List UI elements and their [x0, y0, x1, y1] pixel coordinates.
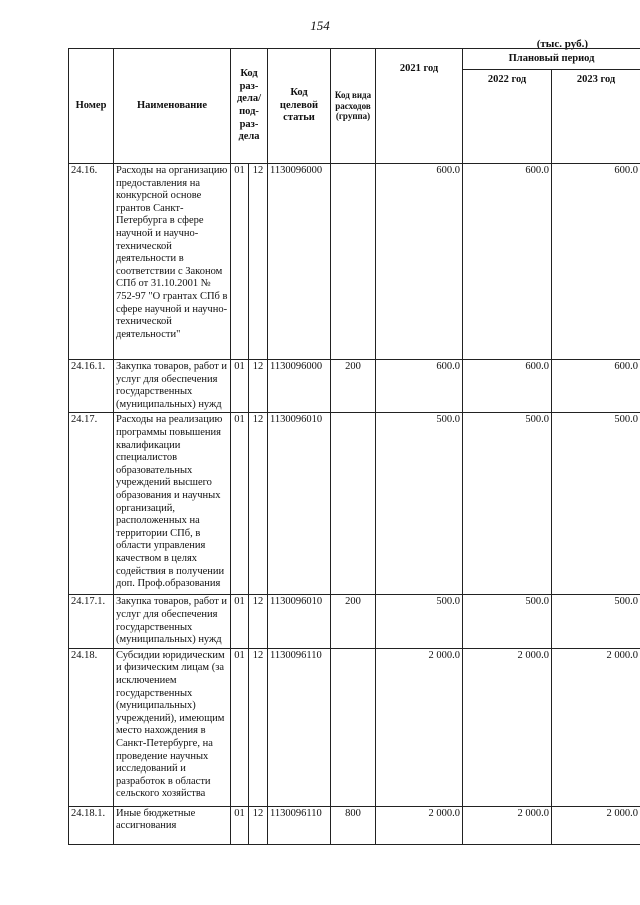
- row-name: Иные бюджетные ассигнования: [114, 806, 231, 844]
- row-value-2022: 2 000.0: [463, 806, 552, 844]
- row-target-code: 1130096110: [268, 806, 331, 844]
- row-value-2021: 600.0: [376, 360, 463, 413]
- row-value-2023: 2 000.0: [552, 806, 640, 844]
- row-target-code: 1130096110: [268, 648, 331, 806]
- row-number: 24.18.1.: [69, 806, 114, 844]
- row-value-2023: 600.0: [552, 164, 640, 360]
- row-target-code: 1130096010: [268, 413, 331, 595]
- units-label: (тыс. руб.): [536, 38, 588, 50]
- row-expense-type: 200: [331, 360, 376, 413]
- row-value-2023: 600.0: [552, 360, 640, 413]
- row-value-2021: 2 000.0: [376, 648, 463, 806]
- table-row: [69, 413, 640, 595]
- row-number: 24.18.: [69, 648, 114, 806]
- row-target-code: 1130096000: [268, 164, 331, 360]
- row-name: Расходы на реализацию программы повышения квалификации специалистов образовательных учреждений высшего образования и научных организаций, расположенных на территории СПб, в области управления качеством в целях содействия в получении доп. Проф.образования: [114, 413, 231, 595]
- row-value-2023: 500.0: [552, 595, 640, 648]
- header-target-code: Код целевой статьи: [268, 49, 331, 164]
- header-expense-type: Код вида расходов (группа): [331, 49, 376, 164]
- row-name: Расходы на организацию предоставления на конкурсной основе грантов Санкт-Петербурга в сфере научной и научно-технической деятельности в соответствии с Законом СПб от 31.10.2001 № 752-97 "О грантах СПб в сфере научной и научно-технической деятельности": [114, 164, 231, 360]
- row-target-code: 1130096000: [268, 360, 331, 413]
- header-section-code: Код раз-дела/ под-раз-дела: [231, 49, 268, 164]
- header-planned-period: Плановый период: [463, 49, 640, 70]
- row-value-2021: 500.0: [376, 413, 463, 595]
- row-section: 01: [231, 595, 249, 648]
- row-number: 24.16.: [69, 164, 114, 360]
- row-section: 01: [231, 360, 249, 413]
- table-row: [69, 648, 640, 806]
- row-name: Закупка товаров, работ и услуг для обеспечения государственных (муниципальных) нужд: [114, 595, 231, 648]
- row-value-2022: 500.0: [463, 413, 552, 595]
- row-value-2021: 2 000.0: [376, 806, 463, 844]
- row-expense-type: [331, 413, 376, 595]
- row-subsection: 12: [249, 806, 268, 844]
- row-expense-type: 800: [331, 806, 376, 844]
- row-value-2023: 500.0: [552, 413, 640, 595]
- row-subsection: 12: [249, 648, 268, 806]
- row-subsection: 12: [249, 360, 268, 413]
- table-row: [69, 164, 640, 360]
- table-row: [69, 595, 640, 648]
- row-value-2022: 500.0: [463, 595, 552, 648]
- header-year-2023: 2023 год: [552, 70, 640, 164]
- row-number: 24.16.1.: [69, 360, 114, 413]
- page-number: 154: [310, 18, 330, 33]
- row-section: 01: [231, 648, 249, 806]
- row-subsection: 12: [249, 413, 268, 595]
- table-body: [69, 164, 640, 845]
- budget-table: [68, 48, 640, 845]
- row-value-2022: 2 000.0: [463, 648, 552, 806]
- table-header: [69, 49, 640, 164]
- row-value-2022: 600.0: [463, 360, 552, 413]
- row-value-2021: 500.0: [376, 595, 463, 648]
- header-year-2022: 2022 год: [463, 70, 552, 164]
- header-year-2021: 2021 год: [376, 49, 463, 164]
- row-subsection: 12: [249, 164, 268, 360]
- row-value-2023: 2 000.0: [552, 648, 640, 806]
- row-expense-type: [331, 648, 376, 806]
- row-target-code: 1130096010: [268, 595, 331, 648]
- row-expense-type: [331, 164, 376, 360]
- row-subsection: 12: [249, 595, 268, 648]
- row-number: 24.17.: [69, 413, 114, 595]
- row-name: Закупка товаров, работ и услуг для обеспечения государственных (муниципальных) нужд: [114, 360, 231, 413]
- row-section: 01: [231, 164, 249, 360]
- row-expense-type: 200: [331, 595, 376, 648]
- row-name: Субсидии юридическим и физическим лицам (за исключением государственных (муниципальных) учреждений), имеющим место нахождения в Санкт-Петербурге, на проведение научных исследований и разработок в области сельского хозяйства: [114, 648, 231, 806]
- row-section: 01: [231, 806, 249, 844]
- row-value-2021: 600.0: [376, 164, 463, 360]
- row-value-2022: 600.0: [463, 164, 552, 360]
- table-row: [69, 806, 640, 844]
- row-section: 01: [231, 413, 249, 595]
- row-number: 24.17.1.: [69, 595, 114, 648]
- header-number: Номер: [69, 49, 114, 164]
- table-row: [69, 360, 640, 413]
- header-name: Наименование: [114, 49, 231, 164]
